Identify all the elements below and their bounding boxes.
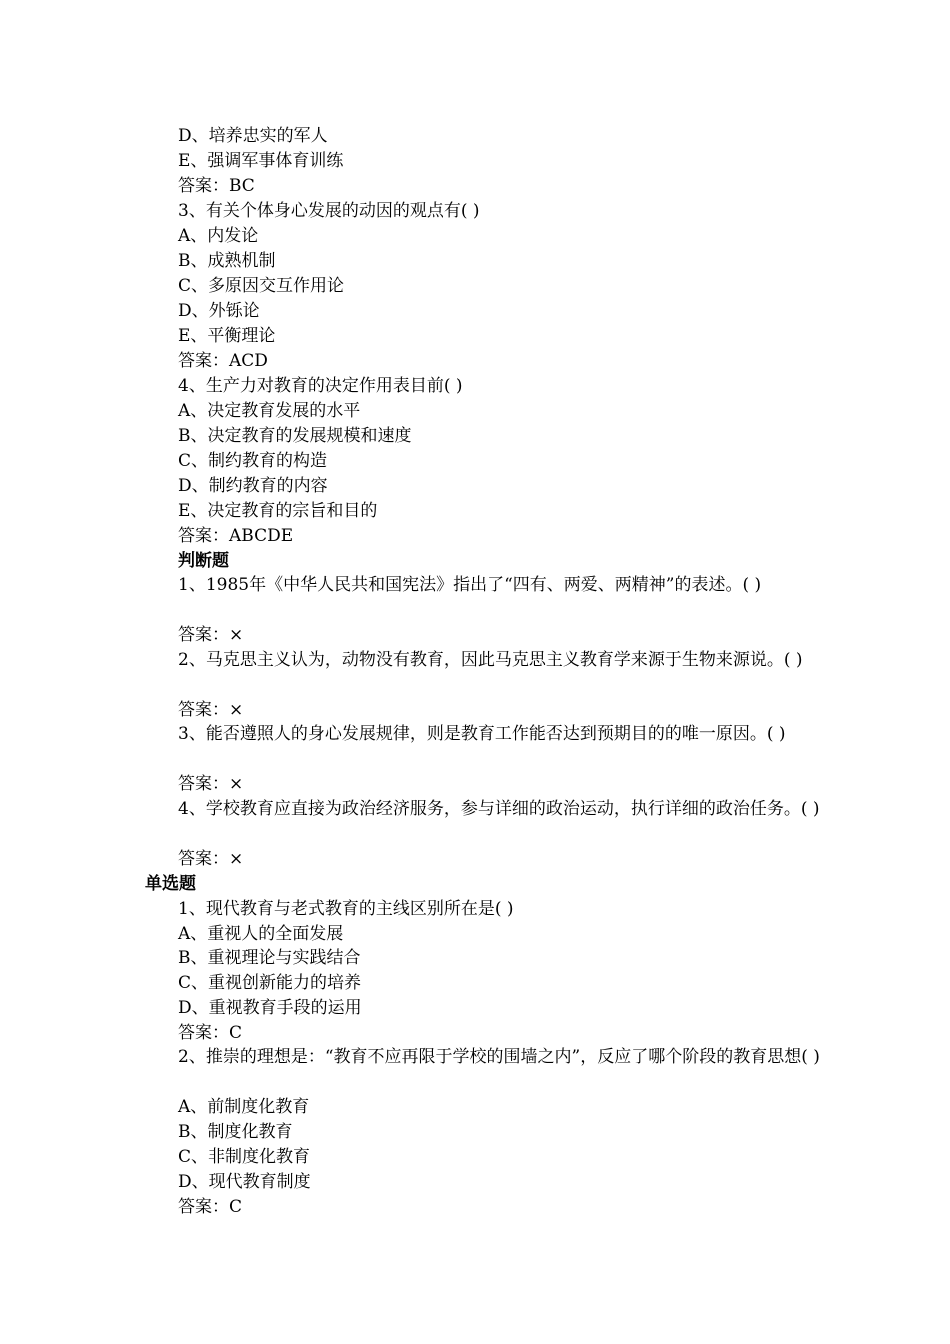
question-line: 4、生产力对教育的决定作用表目前( )	[178, 376, 463, 396]
option-line: A、前制度化教育	[178, 1097, 310, 1117]
answer-line: 答案：×	[178, 700, 244, 720]
option-line: D、现代教育制度	[178, 1172, 311, 1192]
option-line: E、决定教育的宗旨和目的	[178, 501, 378, 521]
judge-question-4: 4、学校教育应直接为政治经济服务，参与详细的政治运动，执行详细的政治任务。( )	[178, 799, 820, 819]
option-line: B、决定教育的发展规模和速度	[178, 426, 412, 446]
option-line: C、重视创新能力的培养	[178, 973, 362, 993]
answer-line: 答案：C	[178, 1023, 243, 1043]
option-line: D、制约教育的内容	[178, 476, 328, 496]
answer-line: 答案：×	[178, 849, 244, 869]
question-line: 1、现代教育与老式教育的主线区别所在是( )	[178, 899, 514, 919]
single-question-2: 2、推崇的理想是：“教育不应再限于学校的围墙之内”，反应了哪个阶段的教育思想( )	[178, 1047, 820, 1067]
option-line: A、重视人的全面发展	[178, 924, 344, 944]
option-line: E、强调军事体育训练	[178, 151, 344, 171]
answer-line: 答案：C	[178, 1197, 243, 1217]
option-line: A、内发论	[178, 226, 259, 246]
answer-line: 答案：×	[178, 774, 244, 794]
option-line: B、成熟机制	[178, 251, 276, 271]
answer-line: 答案：ABCDE	[178, 526, 294, 546]
answer-line: 答案：×	[178, 625, 244, 645]
question-line: 3、有关个体身心发展的动因的观点有( )	[178, 201, 480, 221]
answer-line: 答案：ACD	[178, 351, 268, 371]
option-line: D、外铄论	[178, 301, 260, 321]
answer-line: 答案：BC	[178, 176, 255, 196]
option-line: D、重视教育手段的运用	[178, 998, 362, 1018]
option-line: C、制约教育的构造	[178, 451, 328, 471]
option-line: A、决定教育发展的水平	[178, 401, 361, 421]
option-line: B、重视理论与实践结合	[178, 948, 361, 968]
option-line: C、多原因交互作用论	[178, 276, 345, 296]
section-heading-single: 单选题	[145, 874, 196, 894]
option-line: B、制度化教育	[178, 1122, 293, 1142]
option-line: E、平衡理论	[178, 326, 276, 346]
judge-question-1: 1、1985年《中华人民共和国宪法》指出了“四有、两爱、两精神”的表述。( )	[178, 575, 762, 595]
option-line: C、非制度化教育	[178, 1147, 311, 1167]
judge-question-2: 2、马克思主义认为，动物没有教育，因此马克思主义教育学来源于生物来源说。( )	[178, 650, 803, 670]
option-line: D、培养忠实的军人	[178, 126, 328, 146]
judge-question-3: 3、能否遵照人的身心发展规律，则是教育工作能否达到预期目的的唯一原因。( )	[178, 724, 786, 744]
section-heading-judge: 判断题	[178, 551, 229, 571]
